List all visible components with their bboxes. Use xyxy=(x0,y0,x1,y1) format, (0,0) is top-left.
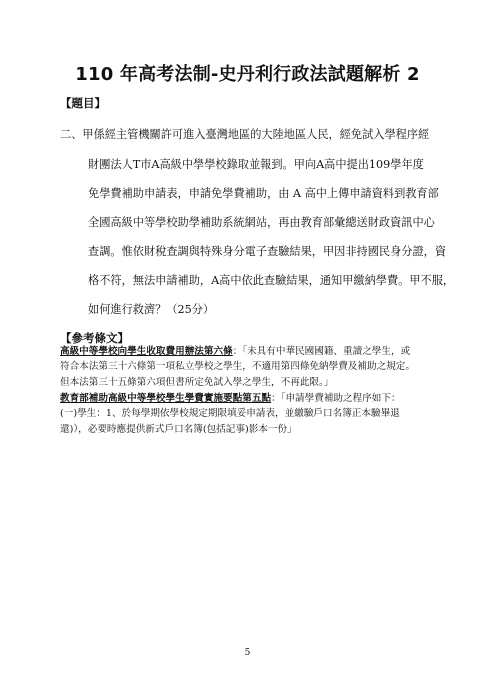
article-text: 但本法第三十五條第六項但書所定免試入學之學生，不再此限。」 xyxy=(60,376,334,388)
question-line: 如何進行救濟？（25分） xyxy=(88,303,215,316)
reference-article-2 xyxy=(60,391,460,437)
reference-section-label: 【參考條文】 xyxy=(60,331,129,345)
article-text: ：「申請學費補助之程序如下： xyxy=(271,393,401,404)
reference-article-1 xyxy=(60,344,460,390)
page-number: 5 xyxy=(244,648,251,658)
question-section-label: 【題目】 xyxy=(60,96,106,110)
article-text: 符合本法第三十六條第一項私立學校之學生，不適用第四條免納學費及補助之規定。 xyxy=(60,361,415,373)
question-line: 格不符，無法申請補助，A高中依此查驗結果，通知甲繳納學費。甲不服， xyxy=(88,274,455,287)
article-text: (一)學生：1、於每學期依學校規定期限填妥申請表，並繳驗戶口名簿正本驗畢退 xyxy=(60,408,400,420)
law-name: 高級中等學校向學生收取費用辦法第六條 xyxy=(60,346,233,357)
question-line: 全國高級中等學校助學補助系統網站，再由教育部彙總送財政資訊中心 xyxy=(88,216,435,229)
article-text: ：「未具有中華民國國籍、重讀之學生，或 xyxy=(232,346,411,357)
article-text: 還)），必要時應提供新式戶口名簿(包括記事)影本一份」 xyxy=(60,423,297,435)
question-line: 查調。惟依財稅查調與特殊身分電子查驗結果，甲因非持國民身分證，資 xyxy=(88,245,447,258)
law-name: 教育部補助高級中等學校學生學費實施要點第五點 xyxy=(60,393,272,404)
question-line: 免學費補助申請表，申請免學費補助，由 A 高中上傳申請資料到教育部 xyxy=(88,187,439,200)
question-line: 二、甲係經主管機關許可進入臺灣地區的大陸地區人民，經免試入學程序經 xyxy=(60,128,430,141)
page-title: 110 年高考法制-史丹利行政法試題解析 2 xyxy=(75,64,420,85)
question-line: 財團法人T市A高級中學學校錄取並報到。甲向A高中提出109學年度 xyxy=(88,158,424,171)
